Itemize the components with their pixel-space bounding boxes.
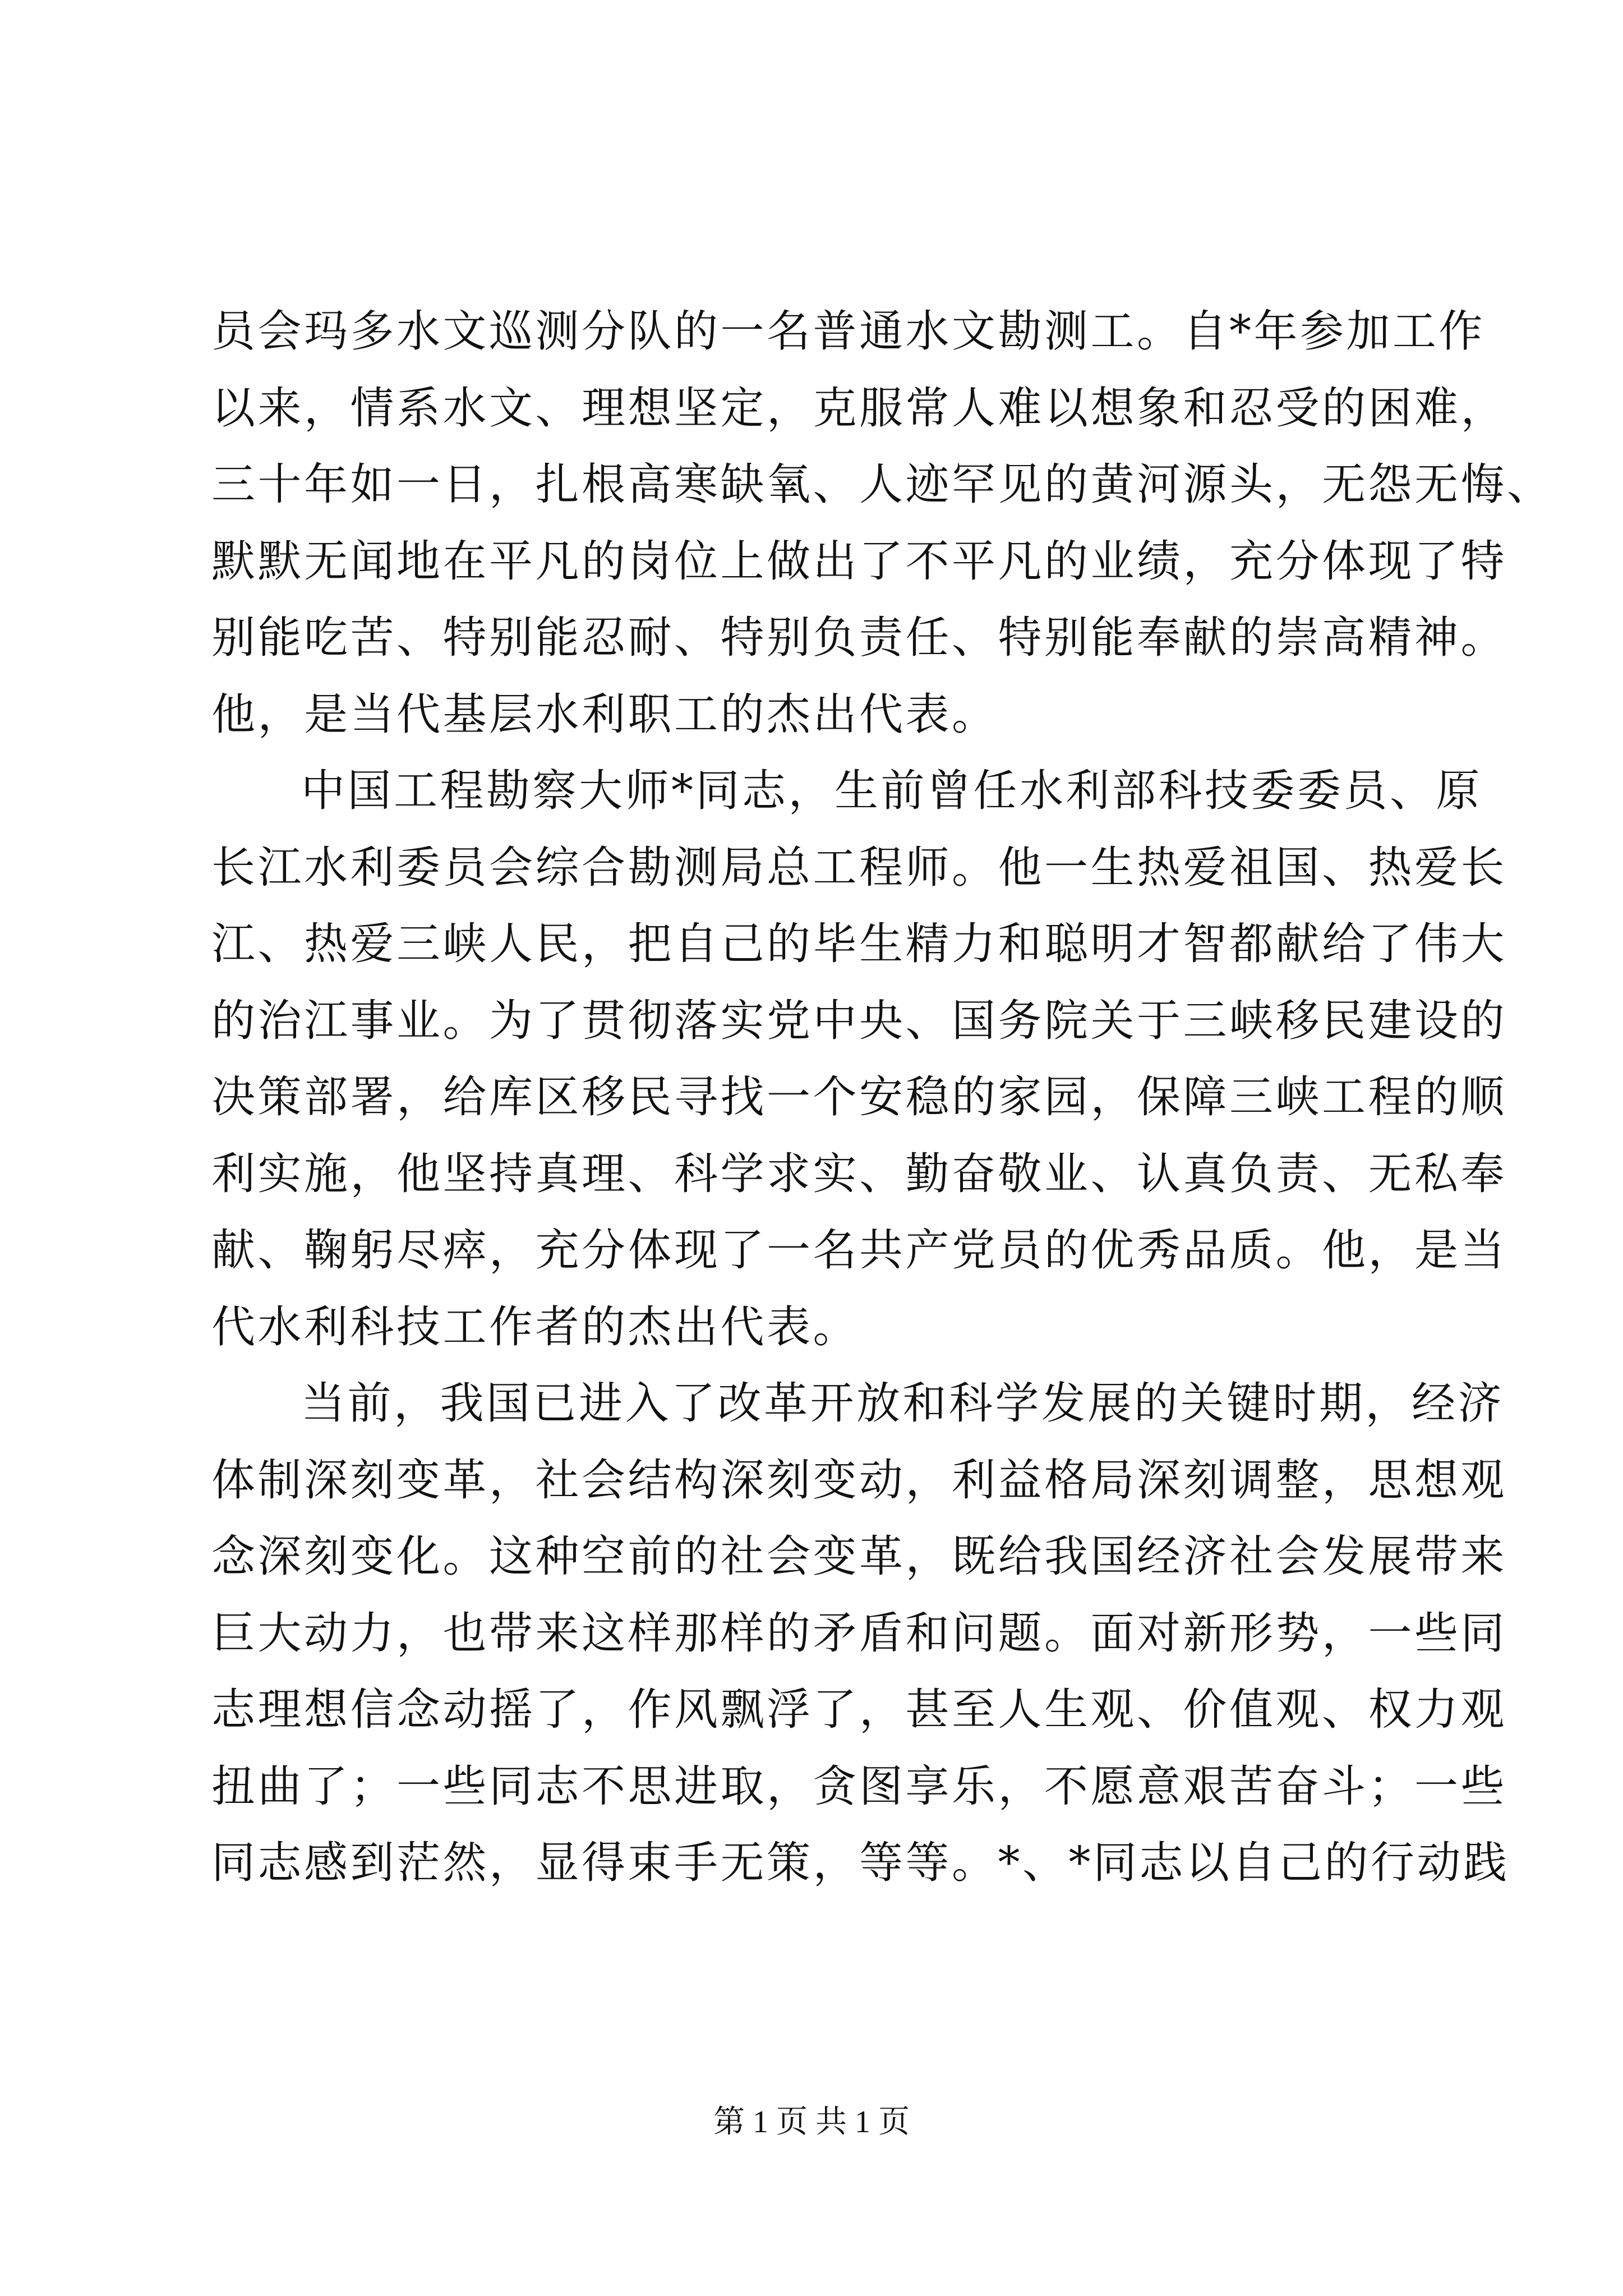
- text-line: 扭曲了；一些同志不思进取，贪图享乐，不愿意艰苦奋斗；一些: [211, 1761, 1507, 1812]
- paragraph-first-line: 当前，我国已进入了改革开放和科学发展的关键时期，经济: [301, 1378, 1505, 1429]
- text-line: 同志感到茫然，显得束手无策，等等。*、*同志以自己的行动践: [211, 1838, 1510, 1888]
- text-line: 三十年如一日，扎根高寒缺氧、人迹罕见的黄河源头，无怨无悔、: [211, 459, 1553, 510]
- text-line: 别能吃苦、特别能忍耐、特别负责任、特别能奉献的崇高精神。: [211, 613, 1507, 663]
- text-line: 献、鞠躬尽瘁，充分体现了一名共产党员的优秀品质。他，是当: [211, 1225, 1507, 1276]
- text-line: 以来，情系水文、理想坚定，克服常人难以想象和忍受的困难，: [211, 383, 1507, 434]
- text-line: 体制深刻变革，社会结构深刻变动，利益格局深刻调整，思想观: [211, 1455, 1507, 1506]
- text-line: 他，是当代基层水利职工的杰出代表。: [211, 689, 998, 740]
- text-line: 志理想信念动摇了，作风飘浮了，甚至人生观、价值观、权力观: [211, 1685, 1507, 1735]
- text-line: 代水利科技工作者的杰出代表。: [211, 1301, 860, 1352]
- text-line: 利实施，他坚持真理、科学求实、勤奋敬业、认真负责、无私奉: [211, 1148, 1507, 1199]
- text-line: 念深刻变化。这种空前的社会变革，既给我国经济社会发展带来: [211, 1531, 1507, 1582]
- page-number-footer: 第 1 页 共 1 页: [713, 2105, 910, 2139]
- text-line: 江、热爱三峡人民，把自己的毕生精力和聪明才智都献给了伟大: [211, 919, 1507, 969]
- document-body: [211, 293, 1553, 1902]
- text-line: 默默无闻地在平凡的岗位上做出了不平凡的业绩，充分体现了特: [211, 536, 1507, 587]
- text-line: 决策部署，给库区移民寻找一个安稳的家园，保障三峡工程的顺: [211, 1072, 1507, 1122]
- text-line: 员会玛多水文巡测分队的一名普通水文勘测工。自*年参加工作: [211, 306, 1486, 357]
- text-line: 的治江事业。为了贯彻落实党中央、国务院关于三峡移民建设的: [211, 995, 1507, 1046]
- text-line: 巨大动力，也带来这样那样的矛盾和问题。面对新形势，一些同: [211, 1608, 1507, 1659]
- paragraph-first-line: 中国工程勘察大师*同志，生前曾任水利部科技委委员、原: [301, 766, 1483, 816]
- text-line: 长江水利委员会综合勘测局总工程师。他一生热爱祖国、热爱长: [211, 842, 1507, 893]
